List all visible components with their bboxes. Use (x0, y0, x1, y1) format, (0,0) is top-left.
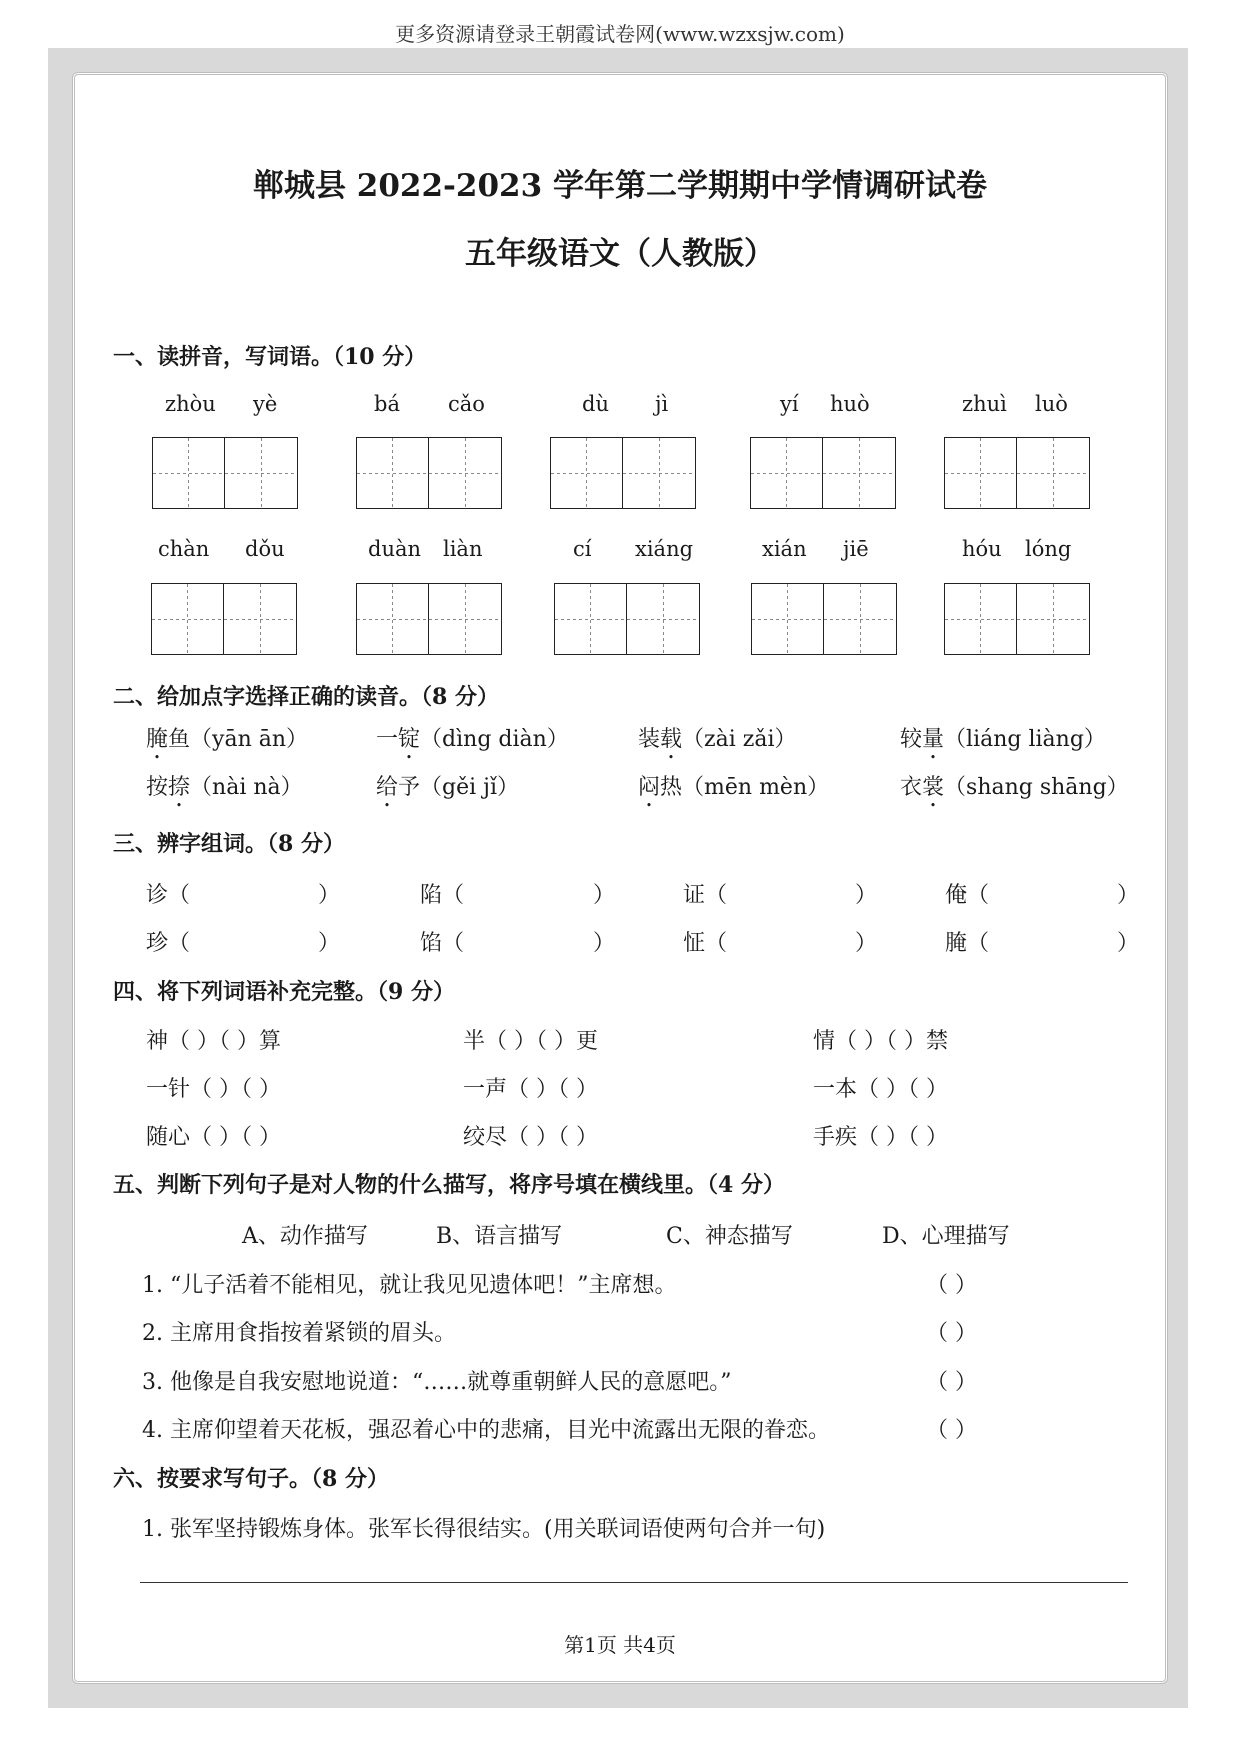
writing-grid[interactable] (356, 437, 502, 509)
idiom-item: 情（ ）（ ）禁 (813, 1029, 948, 1054)
writing-grid[interactable] (751, 583, 897, 655)
writing-grid[interactable] (944, 437, 1090, 509)
section-2-heading: 二、给加点字选择正确的读音。（8 分） (113, 684, 499, 710)
paren-close: ） (593, 931, 616, 956)
char-item: 陷（ (420, 883, 465, 908)
pinyin: dù (582, 392, 609, 416)
section-6-heading: 六、按要求写句子。（8 分） (113, 1466, 389, 1492)
idiom-item: 半（ ）（ ）更 (463, 1029, 598, 1054)
idiom-item: 神（ ）（ ）算 (146, 1029, 281, 1054)
option-label: D、心理描写 (882, 1224, 1010, 1249)
char-item: 证（ (683, 883, 728, 908)
reading-item: 衣裳（shang shāng） (900, 775, 1129, 800)
section-1-heading: 一、读拼音，写词语。（10 分） (113, 344, 427, 370)
paren-close: ） (855, 931, 878, 956)
writing-grid[interactable] (151, 583, 297, 655)
exam-subtitle: 五年级语文（人教版） (465, 236, 775, 272)
reading-item: 按捺（nài nà） (146, 775, 303, 800)
pinyin: zhòu (165, 392, 216, 416)
char-item: 诊（ (146, 883, 191, 908)
idiom-item: 一本（ ）（ ） (813, 1077, 948, 1102)
pinyin: yí (780, 392, 799, 416)
pinyin: bá (374, 392, 400, 416)
answer-blank[interactable]: （ ） (926, 1370, 977, 1395)
idiom-item: 随心（ ）（ ） (146, 1125, 281, 1150)
reading-item: 给予（gěi jǐ） (376, 775, 520, 800)
writing-grid[interactable] (152, 437, 298, 509)
idiom-item: 一声（ ）（ ） (463, 1077, 598, 1102)
pinyin: yè (253, 392, 278, 416)
paren-close: ） (1117, 883, 1140, 908)
pinyin: hóu (962, 537, 1002, 561)
section-4-heading: 四、将下列词语补充完整。（9 分） (113, 979, 455, 1005)
pinyin: xiáng (635, 537, 694, 561)
reading-item: 较量（liáng liàng） (900, 727, 1106, 752)
writing-grid[interactable] (944, 583, 1090, 655)
writing-grid[interactable] (550, 437, 696, 509)
judge-sentence: 1. “儿子活着不能相见，就让我见见遗体吧！”主席想。 (142, 1273, 677, 1298)
section-3-heading: 三、辨字组词。（8 分） (113, 831, 345, 857)
page-footer: 第1页 共4页 (564, 1633, 676, 1657)
rewrite-question: 1. 张军坚持锻炼身体。张军长得很结实。(用关联词语使两句合并一句) (142, 1517, 826, 1542)
option-label: A、动作描写 (242, 1224, 368, 1249)
pinyin: lóng (1025, 537, 1072, 561)
pinyin: cí (573, 537, 592, 561)
pinyin: liàn (443, 537, 483, 561)
writing-grid[interactable] (750, 437, 896, 509)
paren-close: ） (855, 883, 878, 908)
pinyin: duàn (368, 537, 422, 561)
char-item: 馅（ (420, 931, 465, 956)
pinyin: luò (1035, 392, 1068, 416)
pinyin: chàn (158, 537, 210, 561)
pinyin: jì (655, 392, 669, 416)
paren-close: ） (318, 931, 341, 956)
paren-close: ） (593, 883, 616, 908)
answer-blank[interactable]: （ ） (926, 1273, 977, 1298)
writing-grid[interactable] (554, 583, 700, 655)
pinyin: zhuì (962, 392, 1007, 416)
judge-sentence: 4. 主席仰望着天花板，强忍着心中的悲痛，目光中流露出无限的眷恋。 (142, 1418, 830, 1443)
judge-sentence: 3. 他像是自我安慰地说道：“……就尊重朝鲜人民的意愿吧。” (142, 1370, 732, 1395)
answer-blank[interactable]: （ ） (926, 1418, 977, 1443)
char-item: 腌（ (945, 931, 990, 956)
reading-item: 装载（zài zǎi） (638, 727, 797, 752)
pinyin: dǒu (245, 537, 285, 561)
reading-item: 一锭（dìng diàn） (376, 727, 569, 752)
char-item: 俺（ (945, 883, 990, 908)
pinyin: cǎo (448, 392, 485, 416)
char-item: 珍（ (146, 931, 191, 956)
section-5-heading: 五、判断下列句子是对人物的什么描写，将序号填在横线里。（4 分） (113, 1172, 785, 1198)
idiom-item: 手疾（ ）（ ） (813, 1125, 948, 1150)
judge-sentence: 2. 主席用食指按着紧锁的眉头。 (142, 1321, 456, 1346)
reading-item: 腌鱼（yān ān） (146, 727, 309, 752)
option-label: C、神态描写 (666, 1224, 793, 1249)
char-item: 怔（ (683, 931, 728, 956)
writing-grid[interactable] (356, 583, 502, 655)
reading-item: 闷热（mēn mèn） (638, 775, 830, 800)
answer-blank[interactable]: （ ） (926, 1321, 977, 1346)
idiom-item: 一针（ ）（ ） (146, 1077, 281, 1102)
paren-close: ） (1117, 931, 1140, 956)
paren-close: ） (318, 883, 341, 908)
pinyin: jiē (843, 537, 869, 561)
pinyin: huò (830, 392, 870, 416)
idiom-item: 绞尽（ ）（ ） (463, 1125, 598, 1150)
watermark: 更多资源请登录王朝霞试卷网(www.wzxsjw.com) (395, 22, 845, 46)
exam-title: 郸城县 2022-2023 学年第二学期期中学情调研试卷 (252, 168, 987, 204)
pinyin: xián (762, 537, 807, 561)
option-label: B、语言描写 (436, 1224, 563, 1249)
answer-line[interactable] (140, 1582, 1128, 1583)
